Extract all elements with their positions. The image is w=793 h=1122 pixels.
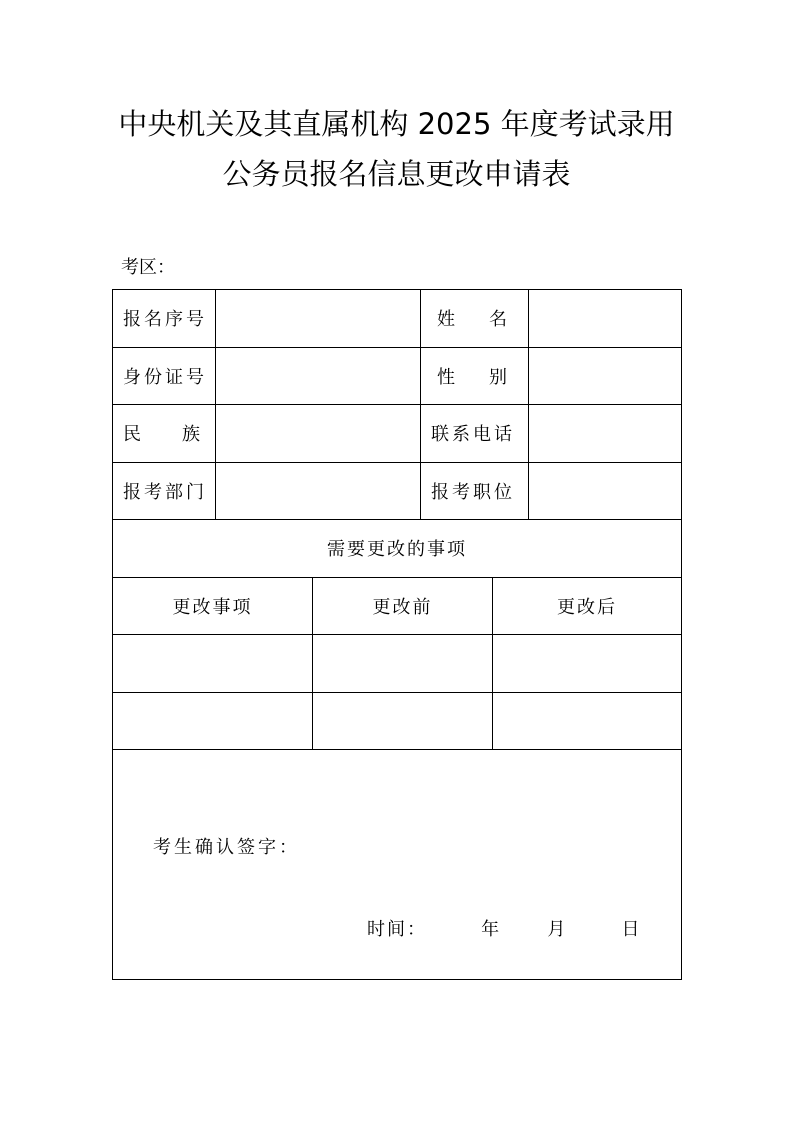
- change-item-cell[interactable]: [113, 692, 313, 750]
- gender-label-char-1: 性: [437, 366, 458, 388]
- exam-area-label: 考区：: [121, 257, 175, 278]
- signature-cell[interactable]: [113, 750, 682, 980]
- changes-section-heading: 需要更改的事项: [113, 520, 682, 578]
- name-value[interactable]: [529, 290, 682, 348]
- name-label-char-2: 名: [489, 309, 510, 331]
- row-ethnicity: [113, 405, 682, 463]
- gender-label-char-2: 别: [489, 366, 510, 388]
- table-row: [113, 692, 682, 750]
- after-value-cell[interactable]: [493, 635, 682, 693]
- row-changes-columns: [113, 577, 682, 635]
- ethnicity-label-char-1: 民: [123, 424, 144, 446]
- department-label: 报考部门: [113, 462, 216, 520]
- name-label-char-1: 姓: [437, 309, 458, 331]
- gender-value[interactable]: [529, 347, 682, 405]
- form-title-line-2: 公务员报名信息更改申请表: [222, 157, 571, 191]
- row-registration: [113, 290, 682, 348]
- before-value-cell[interactable]: [313, 692, 493, 750]
- id-no-value[interactable]: [216, 347, 421, 405]
- form-title-line-1: 中央机关及其直属机构 2025 年度考试录用: [118, 107, 675, 141]
- column-header-change-item: 更改事项: [113, 577, 313, 635]
- column-header-after: 更改后: [493, 577, 682, 635]
- registration-no-label: 报名序号: [113, 290, 216, 348]
- application-form-table: [112, 289, 682, 980]
- month-label: 月: [547, 919, 568, 940]
- id-no-label: 身份证号: [113, 347, 216, 405]
- phone-label: 联系电话: [421, 405, 529, 463]
- position-value[interactable]: [529, 462, 682, 520]
- date-line: [367, 915, 641, 941]
- position-label: 报考职位: [421, 462, 529, 520]
- before-value-cell[interactable]: [313, 635, 493, 693]
- date-label: 时间：: [367, 919, 427, 940]
- row-id: [113, 347, 682, 405]
- registration-no-value[interactable]: [216, 290, 421, 348]
- row-signature: [113, 750, 682, 980]
- gender-label: [421, 347, 529, 405]
- ethnicity-value[interactable]: [216, 405, 421, 463]
- department-value[interactable]: [216, 462, 421, 520]
- row-department: [113, 462, 682, 520]
- column-header-before: 更改前: [313, 577, 493, 635]
- change-item-cell[interactable]: [113, 635, 313, 693]
- name-label: [421, 290, 529, 348]
- ethnicity-label: [113, 405, 216, 463]
- signature-label: 考生确认签字：: [153, 837, 300, 858]
- ethnicity-label-char-2: 族: [182, 424, 203, 446]
- after-value-cell[interactable]: [493, 692, 682, 750]
- year-label: 年: [481, 919, 502, 940]
- row-changes-heading: [113, 520, 682, 578]
- table-row: [113, 635, 682, 693]
- phone-value[interactable]: [529, 405, 682, 463]
- day-label: 日: [621, 919, 642, 940]
